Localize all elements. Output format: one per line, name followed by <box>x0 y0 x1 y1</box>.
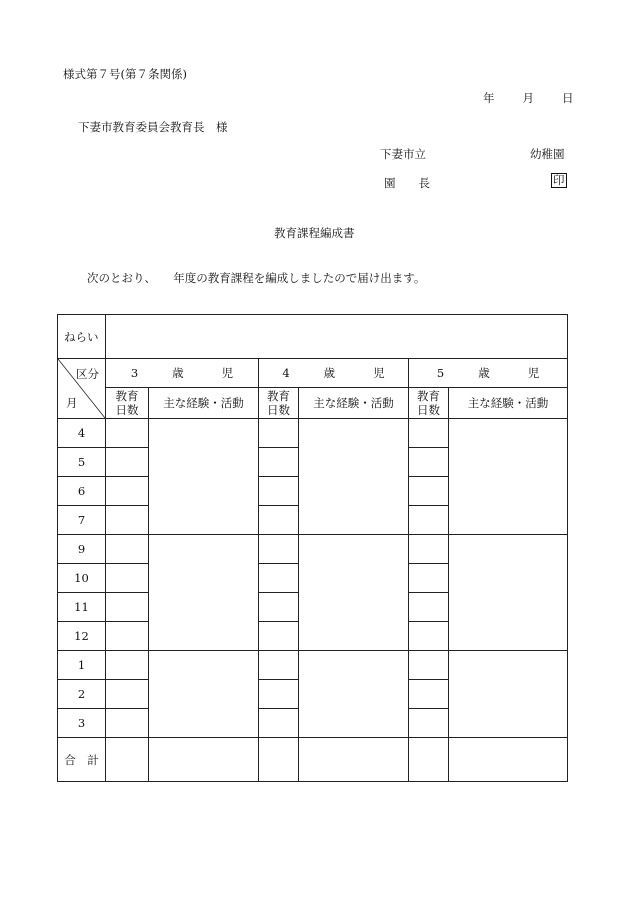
activities-cell[interactable] <box>149 651 259 738</box>
days-cell[interactable] <box>106 622 149 651</box>
total-activities-cell[interactable] <box>149 738 259 782</box>
days-cell[interactable] <box>106 709 149 738</box>
days-cell[interactable] <box>409 593 449 622</box>
days-cell[interactable] <box>106 593 149 622</box>
day-label: 日 <box>562 91 574 105</box>
curriculum-table <box>57 314 568 782</box>
days-cell[interactable] <box>409 651 449 680</box>
days-header: 教育 日数 <box>259 388 299 419</box>
age-3-header: 3 歳 児 <box>106 359 259 388</box>
days-cell[interactable] <box>106 419 149 448</box>
days-cell[interactable] <box>259 535 299 564</box>
activities-cell[interactable] <box>299 419 409 535</box>
activities-cell[interactable] <box>149 419 259 535</box>
kindergarten-label: 幼稚園 <box>530 147 565 161</box>
days-cell[interactable] <box>409 419 449 448</box>
activities-cell[interactable] <box>449 419 568 535</box>
document-title: 教育課程編成書 <box>274 226 355 240</box>
days-cell[interactable] <box>259 680 299 709</box>
kubun-label: 区分 <box>76 367 99 381</box>
activities-cell[interactable] <box>449 651 568 738</box>
days-cell[interactable] <box>259 564 299 593</box>
days-header: 教育 日数 <box>409 388 449 419</box>
days-cell[interactable] <box>259 709 299 738</box>
days-cell[interactable] <box>409 564 449 593</box>
days-cell[interactable] <box>259 651 299 680</box>
month-label: 3 <box>58 709 106 738</box>
days-cell[interactable] <box>259 477 299 506</box>
month-label: 1 <box>58 651 106 680</box>
year-label: 年 <box>483 91 495 105</box>
seal-mark: 印 <box>553 173 565 187</box>
aim-label: ねらい <box>58 315 106 359</box>
kubun-tsuki-corner <box>58 359 106 419</box>
age-5-header: 5 歳 児 <box>409 359 568 388</box>
days-cell[interactable] <box>259 419 299 448</box>
days-cell[interactable] <box>409 477 449 506</box>
days-header: 教育 日数 <box>106 388 149 419</box>
month-label: 5 <box>58 448 106 477</box>
month-label: 4 <box>58 419 106 448</box>
days-cell[interactable] <box>409 535 449 564</box>
month-label: 2 <box>58 680 106 709</box>
days-cell[interactable] <box>409 680 449 709</box>
days-cell[interactable] <box>409 506 449 535</box>
total-activities-cell[interactable] <box>299 738 409 782</box>
days-cell[interactable] <box>106 680 149 709</box>
total-activities-cell[interactable] <box>449 738 568 782</box>
days-cell[interactable] <box>259 622 299 651</box>
month-label: 9 <box>58 535 106 564</box>
days-cell[interactable] <box>106 448 149 477</box>
month-label: 7 <box>58 506 106 535</box>
month-label: 10 <box>58 564 106 593</box>
intro-text: 次のとおり、 年度の教育課程を編成しましたので届け出ます。 <box>87 271 426 285</box>
date-line <box>483 90 574 106</box>
activities-cell[interactable] <box>299 535 409 651</box>
city-label: 下妻市立 <box>380 147 426 161</box>
days-cell[interactable] <box>106 535 149 564</box>
days-cell[interactable] <box>409 448 449 477</box>
days-cell[interactable] <box>259 593 299 622</box>
days-cell[interactable] <box>409 709 449 738</box>
total-label: 合 計 <box>58 738 106 782</box>
principal-label: 園 長 <box>384 176 430 190</box>
activities-header: 主な経験・活動 <box>149 388 259 419</box>
days-cell[interactable] <box>106 506 149 535</box>
days-cell[interactable] <box>106 651 149 680</box>
days-cell[interactable] <box>106 477 149 506</box>
month-label: 6 <box>58 477 106 506</box>
activities-cell[interactable] <box>449 535 568 651</box>
tsuki-label: 月 <box>66 396 78 410</box>
month-label: 11 <box>58 593 106 622</box>
month-label: 12 <box>58 622 106 651</box>
days-cell[interactable] <box>106 564 149 593</box>
aim-field[interactable] <box>106 315 568 359</box>
age-4-header: 4 歳 児 <box>259 359 409 388</box>
form-number: 様式第７号(第７条関係) <box>63 67 187 81</box>
total-days-cell[interactable] <box>106 738 149 782</box>
addressee: 下妻市教育委員会教育長 様 <box>78 120 228 134</box>
days-cell[interactable] <box>259 448 299 477</box>
days-cell[interactable] <box>409 622 449 651</box>
activities-header: 主な経験・活動 <box>449 388 568 419</box>
total-days-cell[interactable] <box>409 738 449 782</box>
total-days-cell[interactable] <box>259 738 299 782</box>
activities-cell[interactable] <box>149 535 259 651</box>
days-cell[interactable] <box>259 506 299 535</box>
month-label: 月 <box>522 91 534 105</box>
activities-header: 主な経験・活動 <box>299 388 409 419</box>
activities-cell[interactable] <box>299 651 409 738</box>
